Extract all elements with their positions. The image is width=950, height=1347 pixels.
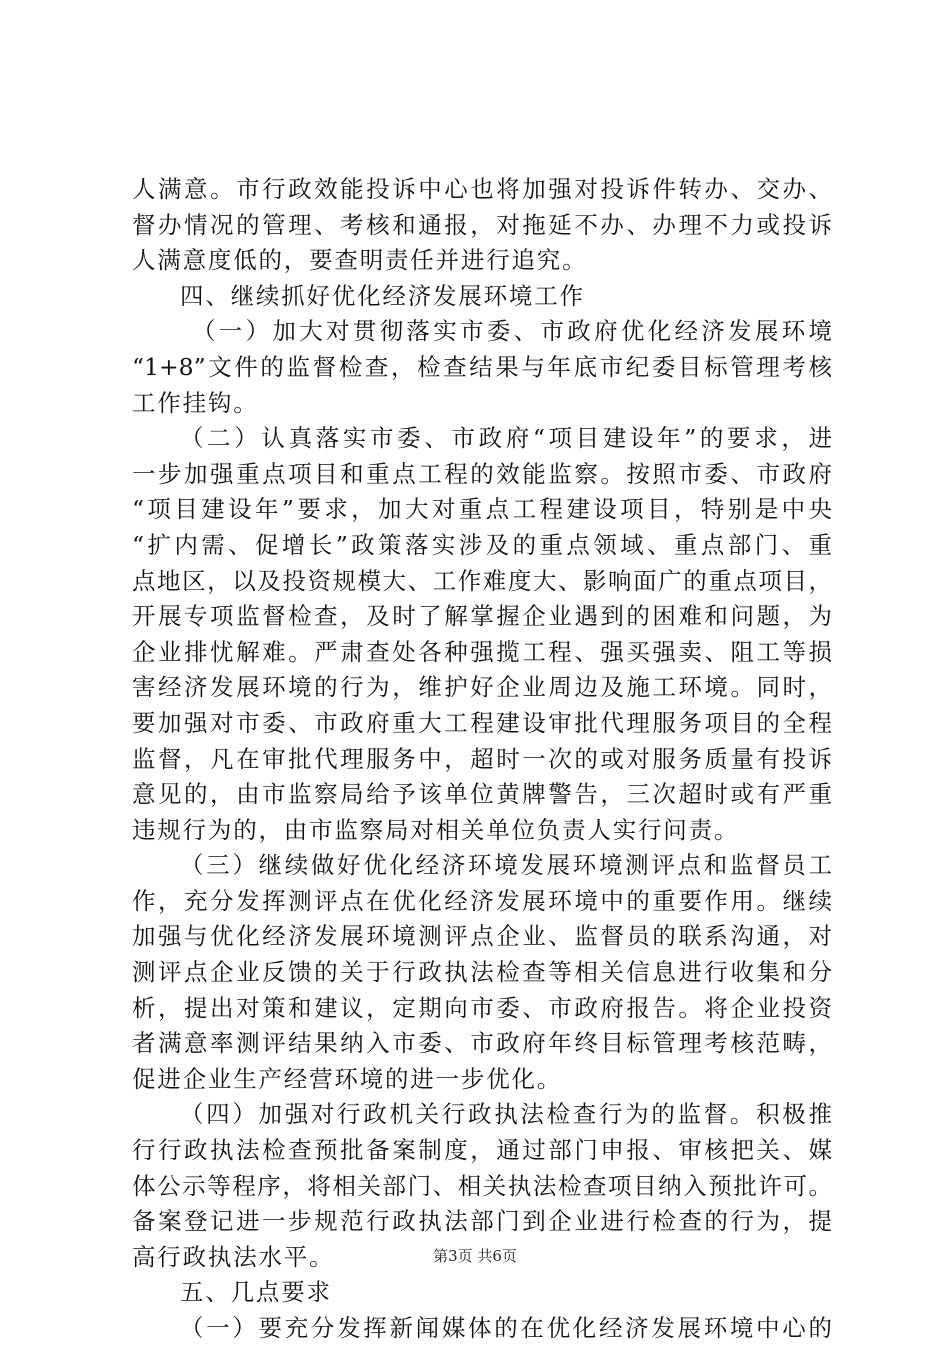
text-line: “扩内需、促增长”政策落实涉及的重点领域、重点部门、重 — [132, 530, 832, 559]
text-line: 工作挂钩。 — [132, 388, 259, 417]
paragraph-start: （三）继续做好优化经济环境发展环境测评点和监督员工 — [180, 851, 832, 880]
text-line: 者满意率测评结果纳入市委、市政府年终目标管理考核范畴， — [132, 1029, 832, 1058]
paragraph-start: （四）加强对行政机关行政执法检查行为的监督。积极推 — [180, 1100, 832, 1129]
text-line: “1+8”文件的监督检查，检查结果与年底市纪委目标管理考核 — [132, 352, 832, 381]
text-line: “项目建设年”要求，加大对重点工程建设项目，特别是中央 — [132, 495, 832, 524]
text-line: 高行政执法水平。 — [132, 1242, 335, 1271]
text-line: 析，提出对策和建议，定期向市委、市政府报告。将企业投资 — [132, 993, 832, 1022]
page-number-footer: 第3页 共6页 — [433, 1247, 517, 1265]
paragraph-start: （一）要充分发挥新闻媒体的在优化经济发展环境中心的 — [180, 1314, 832, 1342]
text-line: 体公示等程序，将相关部门、相关执法检查项目纳入预批许可。 — [132, 1171, 832, 1200]
paragraph-start: （一）加大对贯彻落实市委、市政府优化经济发展环境 — [192, 317, 832, 346]
text-line: 促进企业生产经营环境的进一步优化。 — [132, 1064, 563, 1093]
body-text — [132, 172, 832, 1347]
section-heading: 五、几点要求 — [180, 1278, 332, 1307]
text-line: 行行政执法检查预批备案制度，通过部门申报、审核把关、媒 — [132, 1136, 832, 1165]
text-line: 督办情况的管理、考核和通报，对拖延不办、办理不力或投诉 — [132, 210, 832, 239]
text-line: 要加强对市委、市政府重大工程建设审批代理服务项目的全程 — [132, 708, 832, 737]
section-heading: 四、继续抓好优化经济发展环境工作 — [180, 281, 585, 310]
text-line: 加强与优化经济发展环境测评点企业、监督员的联系沟通，对 — [132, 922, 832, 951]
text-line: 违规行为的，由市监察局对相关单位负责人实行问责。 — [132, 815, 740, 844]
text-line: 企业排忧解难。严肃查处各种强揽工程、强买强卖、阻工等损 — [132, 637, 832, 666]
paragraph-start: （二）认真落实市委、市政府“项目建设年”的要求，进 — [180, 424, 832, 453]
text-line: 点地区，以及投资规模大、工作难度大、影响面广的重点项目， — [132, 566, 832, 595]
text-line: 人满意度低的，要查明责任并进行追究。 — [132, 246, 588, 275]
text-line: 害经济发展环境的行为，维护好企业周边及施工环境。同时， — [132, 673, 832, 702]
text-line: 一步加强重点项目和重点工程的效能监察。按照市委、市政府 — [132, 459, 832, 488]
text-line: 开展专项监督检查，及时了解掌握企业遇到的困难和问题，为 — [132, 602, 832, 631]
text-line: 意见的，由市监察局给予该单位黄牌警告，三次超时或有严重 — [132, 780, 832, 809]
text-line: 测评点企业反馈的关于行政执法检查等相关信息进行收集和分 — [132, 958, 832, 987]
text-line: 人满意。市行政效能投诉中心也将加强对投诉件转办、交办、 — [132, 175, 832, 203]
text-line: 作，充分发挥测评点在优化经济发展环境中的重要作用。继续 — [132, 886, 832, 915]
text-line: 备案登记进一步规范行政执法部门到企业进行检查的行为，提 — [132, 1207, 832, 1236]
text-line: 监督，凡在审批代理服务中，超时一次的或对服务质量有投诉 — [132, 744, 832, 773]
